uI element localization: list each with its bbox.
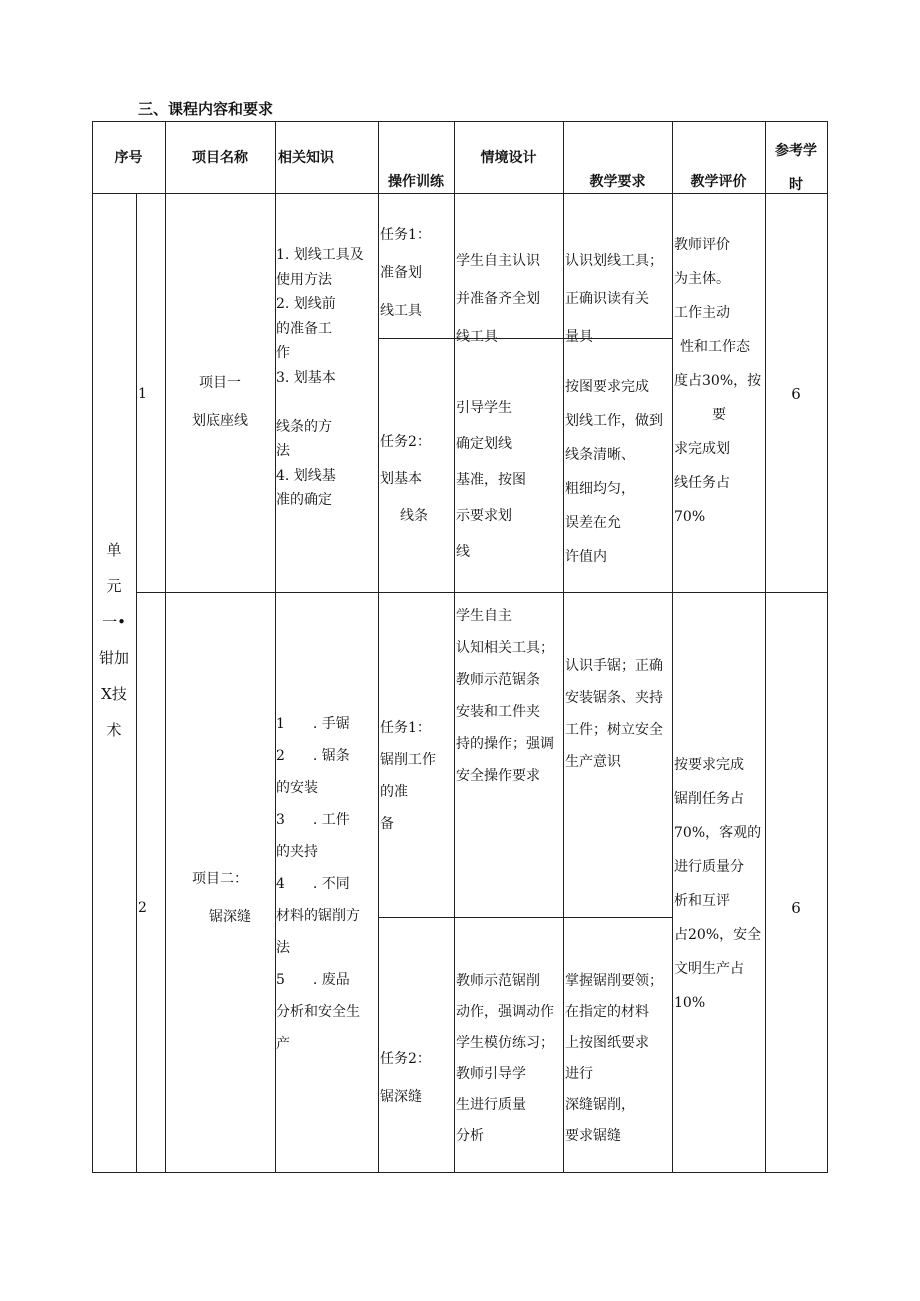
row2-knowledge: 1 . 手锯 2 . 锯条 的安装 3 . 工件 的夹持 4 . 不同 材料的锯削方 法 5 . 废品 分析和安全生 产 [276,716,360,1052]
unit-label-line: 一• [102,613,126,631]
col-divider-requirement [672,121,673,1173]
col-divider-num [165,121,166,1173]
header-project-name: 项目名称 [192,150,248,166]
row2-project: 项目二： 锯深缝 [192,871,251,925]
table-border-bottom [92,1172,828,1173]
table-border-top [92,121,828,122]
col-divider-scenario [563,121,564,1173]
header-divider [92,193,828,194]
row2-number: 2 [138,900,147,916]
row1-task2-operation: 任务2： 划基本 线条 [380,434,431,524]
row2-task-divider [378,917,672,918]
row1-task2-scenario: 引导学生 确定划线 基准，按图 示要求划 线 [456,400,526,560]
row2-hours: 6 [791,899,801,917]
row1-task1-requirement: 认识划线工具； 正确识读有关 量具 [565,253,663,345]
row1-project: 项目一 划底座线 [192,375,248,429]
header-operation: 操作训练 [388,174,444,190]
header-scenario: 情境设计 [480,150,537,166]
header-evaluation: 教学评价 [690,174,747,190]
row1-knowledge: 1. 划线工具及 使用方法 2. 划线前 的准备工 作 3. 划基本 线条的方 法 4. 划线基 准的确定 [276,247,364,508]
header-hours-line1: 参考学 [775,143,817,159]
row2-task2-scenario: 教师示范锯削 动作，强调动作 学生模仿练习； 教师引导学 生进行质量 分析 [456,973,554,1144]
header-seq: 序号 [114,150,143,166]
row1-divider [136,592,828,593]
section-title: 三、课程内容和要求 [138,100,274,118]
row1-task1-operation: 任务1： 准备划 线工具 [380,227,431,319]
row1-task2-requirement: 按图要求完成 划线工作，做到 线条清晰、 粗细均匀， 误差在允 许值内 [565,379,663,565]
table-border-right [827,121,828,1173]
row2-task2-requirement: 掌握锯削要领； 在指定的材料 上按图纸要求 进行 深缝锯削， 要求锯缝 [565,973,663,1144]
header-hours [765,134,827,202]
row2-task2-operation: 任务2： 锯深缝 [380,1051,431,1105]
col-divider-seq [136,193,137,1173]
col-divider-operation [454,121,455,1173]
row2-task1-scenario: 学生自主 认知相关工具； 教师示范锯条 安装和工件夹 持的操作；强调 安全操作要求 [456,608,554,784]
unit-label-line: 单 [106,541,122,559]
header-hours-line2: 时 [789,177,803,193]
row2-evaluation: 按要求完成 锯削任务占 70%，客观的 进行质量分 析和互评 占20%，安全 文明生产占 10% [674,757,762,1011]
header-teaching-req: 教学要求 [589,174,646,190]
unit-label [92,532,136,748]
unit-label-line: 钳加 [98,649,129,667]
row1-hours: 6 [791,385,801,403]
row1-number: 1 [138,386,147,402]
row1-task1-scenario: 学生自主认识 并准备齐全划 线工具 [456,253,540,345]
row1-evaluation: 教师评价 为主体。 工作主动 性和工作态 度占30%，按 要 求完成划 线任务占 70% [674,237,762,525]
unit-label-line: X技 [101,685,127,703]
col-divider-knowledge [378,121,379,1173]
row2-task1-requirement: 认识手锯；正确 安装锯条、夹持 工件；树立安全 生产意识 [565,658,663,770]
row2-task1-operation: 任务1： 锯削工作 的准 备 [380,720,436,832]
unit-label-line: 元 [106,577,122,595]
unit-label-line: 术 [106,721,122,739]
header-knowledge: 相关知识 [278,150,334,166]
col-divider-evaluation [765,121,766,1173]
